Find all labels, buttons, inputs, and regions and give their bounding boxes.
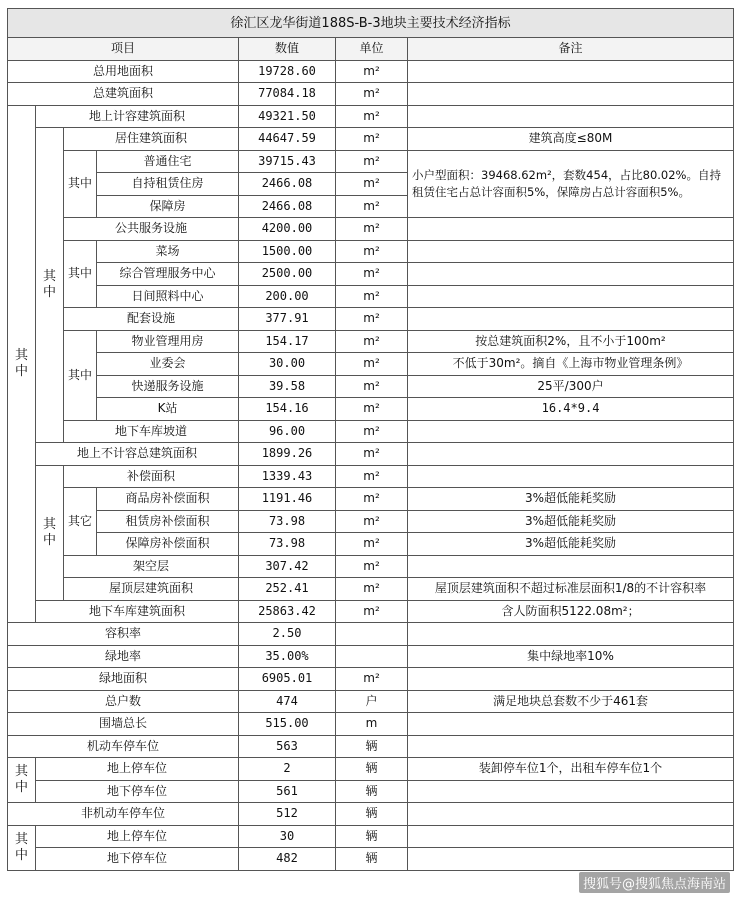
- table-row: [8, 533, 734, 556]
- row-label: K站: [97, 398, 239, 421]
- table-row: [8, 600, 734, 623]
- row-unit: 辆: [336, 825, 408, 848]
- row-label: 居住建筑面积: [64, 128, 239, 151]
- row-note: [408, 825, 734, 848]
- row-note: [408, 420, 734, 443]
- row-label: 地下停车位: [36, 848, 239, 871]
- table-row: [8, 713, 734, 736]
- row-value: 77084.18: [239, 83, 336, 106]
- group-label-qizhong: 其中: [64, 330, 97, 420]
- row-unit: m²: [336, 285, 408, 308]
- row-value: 515.00: [239, 713, 336, 736]
- row-label: 保障房: [97, 195, 239, 218]
- row-note: [408, 60, 734, 83]
- table-row: [8, 420, 734, 443]
- row-label: 架空层: [64, 555, 239, 578]
- row-unit: 辆: [336, 735, 408, 758]
- header-item: 项目: [8, 38, 239, 61]
- row-note: [408, 263, 734, 286]
- table-row: [8, 398, 734, 421]
- row-note: [408, 465, 734, 488]
- table-row: [8, 465, 734, 488]
- table-row: [8, 330, 734, 353]
- row-unit: m²: [336, 128, 408, 151]
- row-label: 屋顶层建筑面积: [64, 578, 239, 601]
- row-label: 补偿面积: [64, 465, 239, 488]
- row-unit: m²: [336, 263, 408, 286]
- row-label: 商品房补偿面积: [97, 488, 239, 511]
- row-unit: m²: [336, 218, 408, 241]
- group-label-qizhong: 其中: [64, 150, 97, 218]
- row-value: 30: [239, 825, 336, 848]
- row-unit: m²: [336, 240, 408, 263]
- row-note: 装卸停车位1个，出租车停车位1个: [408, 758, 734, 781]
- row-note: [408, 623, 734, 646]
- table-row: [8, 218, 734, 241]
- row-unit: m²: [336, 668, 408, 691]
- row-value: 39.58: [239, 375, 336, 398]
- table-row: [8, 690, 734, 713]
- row-value: 35.00%: [239, 645, 336, 668]
- row-label: 普通住宅: [97, 150, 239, 173]
- table-row: [8, 735, 734, 758]
- row-note: [408, 713, 734, 736]
- row-label: 总户数: [8, 690, 239, 713]
- header-row: [8, 38, 734, 61]
- row-note: 3%超低能耗奖励: [408, 510, 734, 533]
- row-note: [408, 83, 734, 106]
- table-row: [8, 353, 734, 376]
- table-row: [8, 83, 734, 106]
- row-value: 73.98: [239, 510, 336, 533]
- row-value: 154.17: [239, 330, 336, 353]
- row-note: 3%超低能耗奖励: [408, 488, 734, 511]
- table-row: [8, 240, 734, 263]
- header-value: 数值: [239, 38, 336, 61]
- table-row: [8, 375, 734, 398]
- row-label: 非机动车停车位: [8, 803, 239, 826]
- row-value: 30.00: [239, 353, 336, 376]
- row-label: 保障房补偿面积: [97, 533, 239, 556]
- row-unit: m²: [336, 150, 408, 173]
- row-note: [408, 803, 734, 826]
- row-unit: m²: [336, 173, 408, 196]
- row-label: 地下停车位: [36, 780, 239, 803]
- row-note: [408, 780, 734, 803]
- row-value: 252.41: [239, 578, 336, 601]
- table-row: [8, 623, 734, 646]
- watermark-text: 搜狐号@搜狐焦点海南站: [579, 872, 730, 893]
- row-unit: m²: [336, 533, 408, 556]
- row-note: 小户型面积：39468.62m²，套数454，占比80.02%。自持租赁住宅占总计容面积5%，保障房占总计容面积5%。: [408, 150, 734, 218]
- row-unit: m²: [336, 398, 408, 421]
- row-unit: m²: [336, 330, 408, 353]
- row-value: 2.50: [239, 623, 336, 646]
- table-row: [8, 848, 734, 871]
- row-unit: 辆: [336, 758, 408, 781]
- row-value: 49321.50: [239, 105, 336, 128]
- row-label: 绿地面积: [8, 668, 239, 691]
- row-value: 1500.00: [239, 240, 336, 263]
- row-value: 474: [239, 690, 336, 713]
- row-value: 482: [239, 848, 336, 871]
- row-unit: m²: [336, 195, 408, 218]
- row-label: 总用地面积: [8, 60, 239, 83]
- group-label-qizhong: 其中: [36, 465, 64, 600]
- table-row: [8, 555, 734, 578]
- row-note: [408, 555, 734, 578]
- row-value: 512: [239, 803, 336, 826]
- row-label: 综合管理服务中心: [97, 263, 239, 286]
- row-unit: m²: [336, 105, 408, 128]
- row-value: 2500.00: [239, 263, 336, 286]
- row-note: 3%超低能耗奖励: [408, 533, 734, 556]
- row-label: 地下车库建筑面积: [36, 600, 239, 623]
- row-value: 307.42: [239, 555, 336, 578]
- row-value: 2: [239, 758, 336, 781]
- row-value: 200.00: [239, 285, 336, 308]
- table-title: 徐汇区龙华街道188S-B-3地块主要技术经济指标: [8, 9, 734, 38]
- table-row: [8, 308, 734, 331]
- row-value: 2466.08: [239, 173, 336, 196]
- table-row: [8, 150, 734, 173]
- table-row: [8, 780, 734, 803]
- row-value: 19728.60: [239, 60, 336, 83]
- row-unit: m²: [336, 60, 408, 83]
- title-row: [8, 9, 734, 38]
- row-note: [408, 668, 734, 691]
- table-row: [8, 488, 734, 511]
- indicator-table: [7, 8, 734, 871]
- row-note: [408, 735, 734, 758]
- row-unit: m²: [336, 465, 408, 488]
- row-value: 2466.08: [239, 195, 336, 218]
- row-label: 地上计容建筑面积: [36, 105, 239, 128]
- row-unit: m²: [336, 420, 408, 443]
- header-note: 备注: [408, 38, 734, 61]
- group-label-qizhong: 其中: [8, 758, 36, 803]
- row-label: 绿地率: [8, 645, 239, 668]
- table-row: [8, 758, 734, 781]
- row-note: 建筑高度≤80M: [408, 128, 734, 151]
- row-label: 日间照料中心: [97, 285, 239, 308]
- group-label-qizhong: 其中: [36, 128, 64, 443]
- row-value: 377.91: [239, 308, 336, 331]
- row-note: 屋顶层建筑面积不超过标准层面积1/8的不计容积率: [408, 578, 734, 601]
- group-label-qizhong: 其中: [8, 105, 36, 623]
- row-label: 地上停车位: [36, 758, 239, 781]
- row-note: 按总建筑面积2%，且不小于100m²: [408, 330, 734, 353]
- group-label-qita: 其它: [64, 488, 97, 556]
- row-value: 73.98: [239, 533, 336, 556]
- row-label: 租赁房补偿面积: [97, 510, 239, 533]
- header-unit: 单位: [336, 38, 408, 61]
- table-row: [8, 825, 734, 848]
- row-label: 配套设施: [64, 308, 239, 331]
- row-unit: m²: [336, 488, 408, 511]
- row-note: [408, 105, 734, 128]
- row-note: [408, 285, 734, 308]
- row-unit: m²: [336, 83, 408, 106]
- row-value: 1899.26: [239, 443, 336, 466]
- row-note: [408, 443, 734, 466]
- row-label: 快递服务设施: [97, 375, 239, 398]
- row-value: 1191.46: [239, 488, 336, 511]
- table-row: [8, 285, 734, 308]
- group-label-qizhong: 其中: [64, 240, 97, 308]
- row-label: 总建筑面积: [8, 83, 239, 106]
- row-unit: m²: [336, 375, 408, 398]
- row-unit: [336, 623, 408, 646]
- row-note: 含人防面积5122.08m²；: [408, 600, 734, 623]
- row-value: 561: [239, 780, 336, 803]
- row-note: [408, 240, 734, 263]
- row-label: 自持租赁住房: [97, 173, 239, 196]
- row-unit: 辆: [336, 780, 408, 803]
- row-unit: m²: [336, 555, 408, 578]
- row-note: 集中绿地率10%: [408, 645, 734, 668]
- row-unit: m²: [336, 353, 408, 376]
- table-row: [8, 443, 734, 466]
- table-row: [8, 510, 734, 533]
- row-unit: m²: [336, 510, 408, 533]
- table-row: [8, 60, 734, 83]
- row-value: 154.16: [239, 398, 336, 421]
- table-row: [8, 105, 734, 128]
- row-value: 44647.59: [239, 128, 336, 151]
- row-value: 4200.00: [239, 218, 336, 241]
- row-note: 25平/300户: [408, 375, 734, 398]
- row-note: [408, 218, 734, 241]
- row-unit: 辆: [336, 803, 408, 826]
- row-note: [408, 308, 734, 331]
- table-row: [8, 668, 734, 691]
- row-label: 围墙总长: [8, 713, 239, 736]
- row-unit: 辆: [336, 848, 408, 871]
- row-note: 满足地块总套数不少于461套: [408, 690, 734, 713]
- row-unit: m²: [336, 308, 408, 331]
- table-row: [8, 128, 734, 151]
- row-unit: m: [336, 713, 408, 736]
- row-unit: m²: [336, 443, 408, 466]
- row-label: 物业管理用房: [97, 330, 239, 353]
- row-unit: m²: [336, 578, 408, 601]
- table-row: [8, 263, 734, 286]
- row-label: 菜场: [97, 240, 239, 263]
- row-value: 563: [239, 735, 336, 758]
- table-row: [8, 803, 734, 826]
- group-label-qizhong: 其中: [8, 825, 36, 870]
- table-row: [8, 645, 734, 668]
- row-note: 不低于30m²。摘自《上海市物业管理条例》: [408, 353, 734, 376]
- row-label: 地上停车位: [36, 825, 239, 848]
- row-label: 容积率: [8, 623, 239, 646]
- row-note: [408, 848, 734, 871]
- row-unit: m²: [336, 600, 408, 623]
- row-unit: 户: [336, 690, 408, 713]
- table-row: [8, 578, 734, 601]
- row-value: 6905.01: [239, 668, 336, 691]
- row-label: 机动车停车位: [8, 735, 239, 758]
- row-unit: [336, 645, 408, 668]
- row-value: 39715.43: [239, 150, 336, 173]
- row-note: 16.4*9.4: [408, 398, 734, 421]
- row-label: 地下车库坡道: [64, 420, 239, 443]
- row-value: 1339.43: [239, 465, 336, 488]
- row-label: 业委会: [97, 353, 239, 376]
- row-value: 96.00: [239, 420, 336, 443]
- row-label: 公共服务设施: [64, 218, 239, 241]
- row-value: 25863.42: [239, 600, 336, 623]
- row-label: 地上不计容总建筑面积: [36, 443, 239, 466]
